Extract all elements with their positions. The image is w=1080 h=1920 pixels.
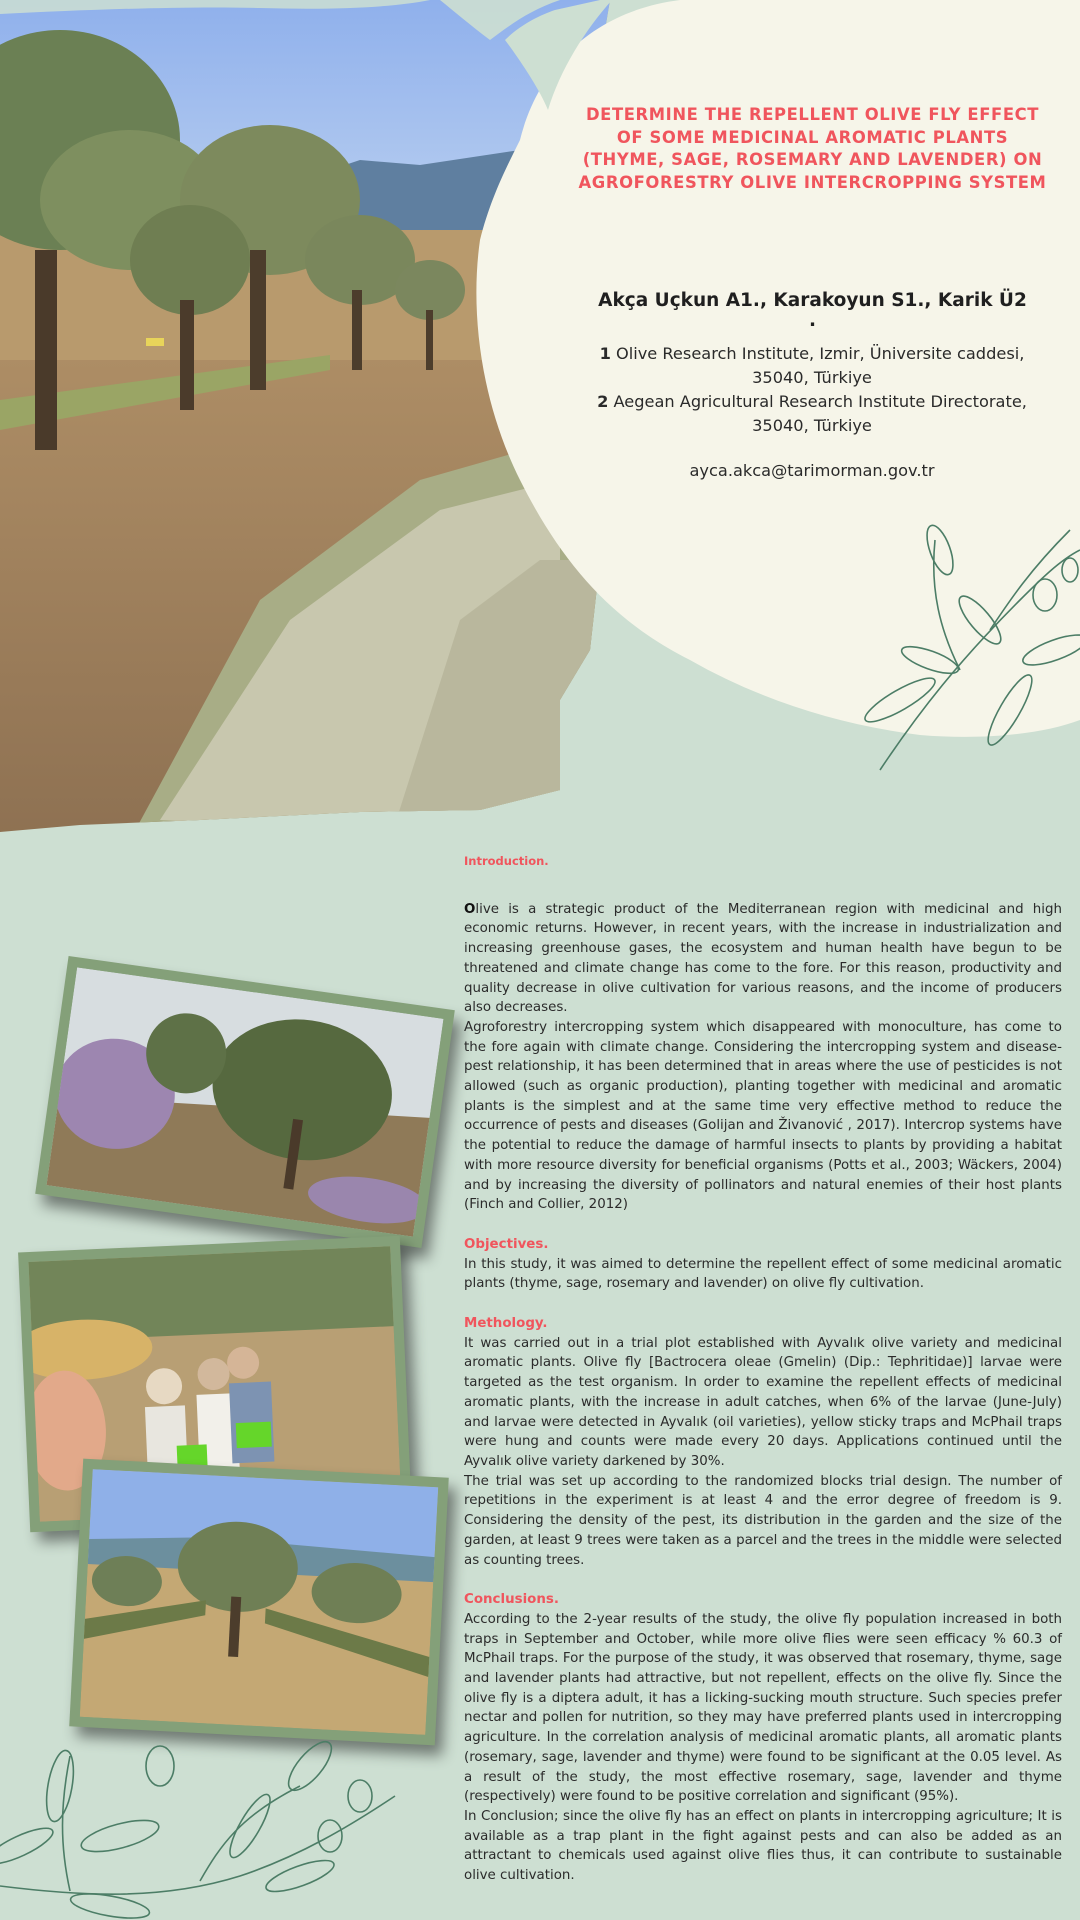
affiliation-text: Aegean Agricultural Research Institute Directorate, 35040, Türkiye (608, 392, 1027, 435)
spacer (464, 1570, 1062, 1590)
objectives-heading: Objectives. (464, 1236, 549, 1252)
affiliation-2 (592, 390, 1032, 438)
spacer (464, 1215, 1062, 1235)
olive-branch-bottom-icon (0, 1726, 400, 1920)
introduction-heading: Introduction. (464, 854, 549, 868)
spacer (464, 872, 1062, 900)
lavender-photo (35, 956, 455, 1248)
affiliation-number: 1 (599, 344, 611, 363)
conclusions-heading: Conclusions. (464, 1592, 559, 1608)
author-list (590, 288, 1035, 331)
spacer (464, 1294, 1062, 1314)
contact-email: ayca.akca@tarimorman.gov.tr (689, 461, 935, 480)
affiliation-text: Olive Research Institute, Izmir, Üniversite caddesi, 35040, Türkiye (610, 344, 1025, 387)
orchard-photo (69, 1459, 449, 1746)
poster-title: DETERMINE THE REPELLENT OLIVE FLY EFFECT OF SOME MEDICINAL AROMATIC PLANTS (THYME, SAGE, ROSEMARY AND LAVENDER) ON AGROFORESTRY OLIVE INTERCROPPING SYSTEM (578, 105, 1047, 192)
introduction-text-1: live is a strategic product of the Mediterranean region with medicinal and high economic returns. However, in recent years, with the increase in industrialization and increasing greenhouse gases, the ecosystem and human health have begun to be threatened and climate change has come to the fore. For this reason, productivity and quality decrease in olive cultivation for various reasons, and the income of producers also decreases. (464, 901, 1062, 1016)
introduction-paragraph-2: Agroforestry intercropping system which disappeared with monoculture, has come to the fore again with climate change. Considering the intercropping system and disease-pest relationship, it has been determined that in areas where the use of pesticides is not allowed (such as organic production), planting together with medicinal and aromatic plants is the simplest and at the same time very effective method to reduce the occurrence of pests and diseases (Golijan and Živanović , 2017). Intercrop systems have the potential to reduce the damage of harmful insects to plants by providing a habitat with more resource diversity for beneficial organisms (Potts et al., 2003; Wäckers, 2004) and by increasing the diversity of pollinators and natural enemies of their host plants (Finch and Collier, 2012) (464, 1019, 1062, 1213)
methodology-paragraph-2: The trial was set up according to the randomized blocks trial design. The number of repetitions in the experiment is at least 4 and the error degree of freedom is 9. Considering the density of the pest, its distribution in the garden and the size of the garden, at least 9 trees were taken as a parcel and the trees in the middle were selected as counting trees. (464, 1473, 1062, 1568)
affiliation-number: 2 (597, 392, 609, 411)
affiliation-1 (592, 342, 1032, 390)
methodology-heading: Methology. (464, 1316, 548, 1332)
orchard-rows-image (80, 1469, 439, 1735)
authors-dot: . (808, 310, 817, 331)
dropcap-letter: O (464, 901, 476, 917)
poster-content (464, 852, 1062, 1886)
introduction-paragraph-1 (464, 900, 1062, 1018)
affiliations (592, 342, 1032, 438)
lavender-field-image (46, 967, 443, 1236)
methodology-paragraph-1: It was carried out in a trial plot established with Ayvalık olive variety and medicinal aromatic plants. Olive fly [Bactrocera oleae (Gmelin) (Dip.: Tephritidae)] larvae were targeted as the test organism. In order to examine the repellent effects of medicinal aromatic plants, with the increase in adult catches, when 6% of the larvae (June-July) and larvae were detected in Ayvalık (oil varieties), yellow sticky traps and McPhail traps were hung and counts were made every 20 days. Applications continued until the Ayvalık olive variety darkened by 30%. (464, 1335, 1062, 1469)
conclusions-paragraph-1: According to the 2-year results of the study, the olive fly population increased in both traps in September and October, while more olive flies were seen efficacy % 60.3 of McPhail traps. For the purpose of the study, it was observed that rosemary, thyme, sage and lavender plants had attractive, but not repellent, effects on the olive fly. Since the olive fly is a diptera adult, it has a licking-sucking mouth structure. Such species prefer nectar and pollen for nutrition, so they may have preferred plants used in intercropping agriculture. In the correlation analysis of medicinal aromatic plants, all aromatic plants (rosemary, sage, lavender and thyme) were found to be significant at the 0.05 level. As a result of the study, the most effective rosemary, sage, lavender and thyme (respectively) were found to be positive correlation and significant (95%). (464, 1611, 1062, 1805)
authors-text: Akça Uçkun A1., Karakoyun S1., Karik Ü2 (598, 290, 1027, 311)
olive-branch-icon (840, 510, 1080, 780)
conclusions-paragraph-2: In Conclusion; since the olive fly has an effect on plants in intercropping agriculture; It is available as a trap plant in the fight against pests and can also be added as an attractant to chemicals used against olive flies thus, it can contribute to sustainable olive cultivation. (464, 1808, 1062, 1884)
objectives-paragraph: In this study, it was aimed to determine the repellent effect of some medicinal aromatic plants (thyme, sage, rosemary and lavender) on olive fly cultivation. (464, 1256, 1062, 1292)
